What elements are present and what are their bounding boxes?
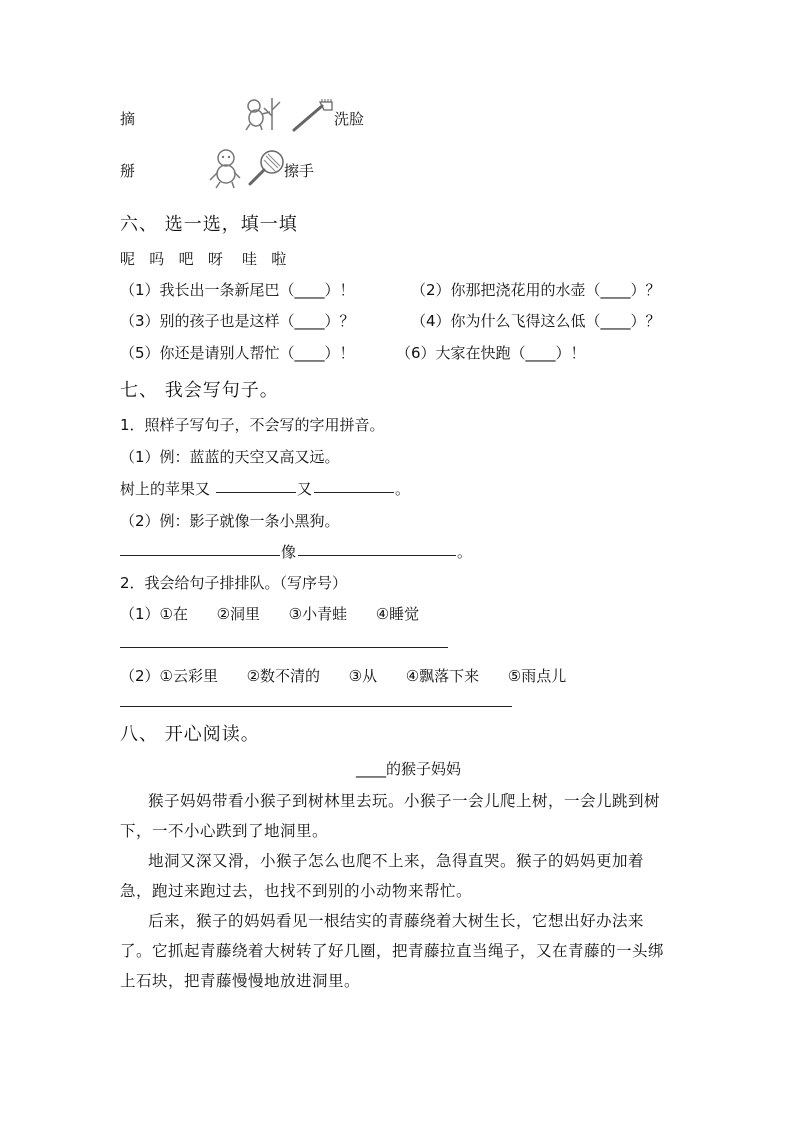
section7-item2: 2．我会给句子排排队。（写序号） [120,574,348,592]
comb-icon [246,148,286,188]
fill2-blank-b[interactable] [298,555,456,556]
section6-options: 呢 吗 吧 呀 哇 啦 [120,250,287,268]
section6-q2: （2）你那把浇花用的水壶（____）？ [411,281,661,299]
order2-answer-line[interactable] [120,706,512,707]
section7-example2: （2）例：影子就像一条小黑狗。 [120,512,340,530]
match-row1-left: 摘 [120,110,136,128]
order1-answer-line[interactable] [120,647,448,648]
section6-q1: （1）我长出一条新尾巴（____）！ [120,281,355,299]
section7-example1: （1）例：蓝蓝的天空又高又远。 [120,448,340,466]
match-row2-right: 擦手 [284,162,315,180]
fill1-blank-b[interactable] [314,492,394,493]
toothbrush-icon [290,98,334,134]
monkey-icon [204,148,244,190]
fill1-mid: 又 [297,480,313,498]
story-paragraph-3: 后来，猴子的妈妈看见一根结实的青藤绕着大树生长，它想出好办法来了。它抓起青藤绕着大树转了好几圈，把青藤拉直当绳子，又在青藤的一头绑上石块，把青藤慢慢地放进洞里。 [120,912,665,990]
monkey-branch-icon [242,96,282,132]
section6-q6: （6）大家在快跑（____）！ [396,344,586,362]
section6-q3: （3）别的孩子也是这样（____）？ [120,312,355,330]
section6-title: 六、 选一选，填一填 [120,214,298,235]
section7-title: 七、 我会写句子。 [120,380,279,401]
fill1-prefix: 树上的苹果又 [120,480,211,498]
section6-q5: （5）你还是请别人帮忙（____）！ [120,344,355,362]
match-row1-right: 洗脸 [334,110,365,128]
story-title: ____的猴子妈妈 [356,760,462,778]
fill1-end: 。 [395,480,411,498]
story-paragraph-1: 猴子妈妈带看小猴子到树林里去玩。小猴子一会儿爬上树，一会儿跳到树下，一不小心跌到了地洞里。 [120,792,661,840]
order2-words: （2）①云彩里 ②数不清的 ③从 ④飘落下来 ⑤雨点儿 [120,667,567,685]
match-row2-left: 掰 [120,162,136,180]
story-paragraph-2: 地洞又深又滑，小猴子怎么也爬不上来，急得直哭。猴子的妈妈更加着急，跑过来跑过去，也找不到别的小动物来帮忙。 [120,852,645,900]
fill2-mid: 像 [281,543,297,561]
section7-item1: 1．照样子写句子，不会写的字用拼音。 [120,416,385,434]
section8-title: 八、 开心阅读。 [120,724,260,745]
order1-words: （1）①在 ②洞里 ③小青蛙 ④睡觉 [120,605,420,623]
fill2-end: 。 [457,543,473,561]
section6-q4: （4）你为什么飞得这么低（____）？ [411,312,661,330]
fill1-blank-a[interactable] [216,492,296,493]
fill2-blank-a[interactable] [120,555,280,556]
